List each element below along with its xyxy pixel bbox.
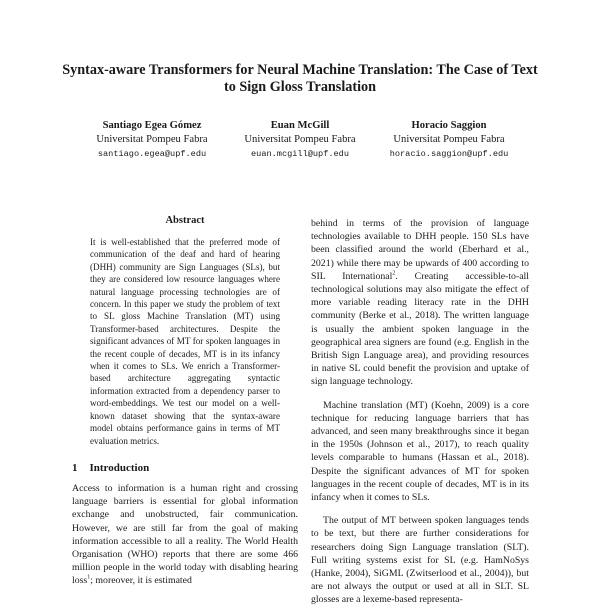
abstract-text: It is well-established that the preferred mode of communication of the deaf and hard of hearing (DHH) community are Sign Languages (SLs), but they are considered low resource languages where natural language processing technologies are of concern. In this paper we study the problem of text to SL gloss Machine Translation (MT) using Transformer-based architectures. Despite the significant advances of MT for spoken languages in the recent couple of decades, MT is in its infancy when it comes to SLs. We enrich a Transformer-based architecture aggregating syntactic information extracted from a dependency parser to word-embeddings. We test our model on a well-known dataset showing that the syntax-aware model obtains performance gains in terms of MT evaluation metrics. [90,237,280,446]
intro-text-cont: ; moreover, it is estimated [90,575,192,587]
paper-title: Syntax-aware Transformers for Neural Machine Translation: The Case of Text to Sign Gloss Translation [62,62,538,95]
footnote-marker: 1 [87,575,91,582]
author-name: Euan McGill [270,120,330,131]
author-block [215,119,385,161]
abstract-heading: Abstract [165,215,205,226]
paragraph-text-cont: . Creating accessible-to-all technological solutions may also mitigate the effect of more variable reading literacy rate in the DHH community (Berke et al., 2018). The written language is usually the ambient spoken language in the geographical area signers are found (e.g. English in the British Sign Language area), and providing resources in native SL could benefit the provision and uptake of sign language technology. [311,270,529,388]
right-column [311,217,529,607]
author-affiliation: Universitat Pompeu Fabra [96,134,208,145]
author-name: Horacio Saggion [411,120,487,131]
intro-paragraph [72,482,298,588]
author-affiliation: Universitat Pompeu Fabra [393,134,505,145]
author-email: santiago.egea@upf.edu [97,149,207,159]
left-column [72,214,298,588]
author-block [364,119,534,161]
author-block [67,119,237,161]
paragraph-text: behind in terms of the provision of language technologies available to DHH people. 150 SLs have been classified around the world (Eberhard et al., 2021) while there may be upwards of 400 according to SIL International [311,218,529,282]
author-email: euan.mcgill@upf.edu [251,149,349,159]
section-number: 1 [72,461,78,474]
author-affiliation: Universitat Pompeu Fabra [244,134,356,145]
author-email: horacio.saggion@upf.edu [389,149,509,159]
right-paragraph-2: Machine translation (MT) (Koehn, 2009) is a core technique for reducing language barriers that has advanced, and seen many breakthroughs since it began in the 1950s (Johnson et al., 2017), to reach quality levels comparable to humans (Hassan et al., 2018). Despite the significant advances of MT for spoken languages in the recent couple of decades, MT is in its infancy when it comes to SLs. [311,399,529,504]
footnote-marker: 2 [392,270,396,277]
right-paragraph-1 [311,217,529,389]
intro-text: Access to information is a human right and crossing language barriers is essential for global information exchange and unobstructed, fair communication. However, we are still far from the goal of making information accessible to all a reality. The World Health Organisation (WHO) reports that there are some 466 million people in the world today with disabling hearing loss [72,482,298,587]
right-paragraph-3: The output of MT between spoken languages tends to be text, but there are further considerations for researchers doing Sign Language translation (SLT). Full writing systems exist for SL (e.g. HamNoSys (Hanke, 2004), SiGML (Zwitserlood et al., 2004)), but are not always the output or used at all in SLT. SL glosses are a lexeme-based representa- [311,515,529,606]
section-title: Introduction [89,461,150,474]
author-name: Santiago Egea Gómez [102,120,202,131]
section-heading-introduction [72,461,298,475]
